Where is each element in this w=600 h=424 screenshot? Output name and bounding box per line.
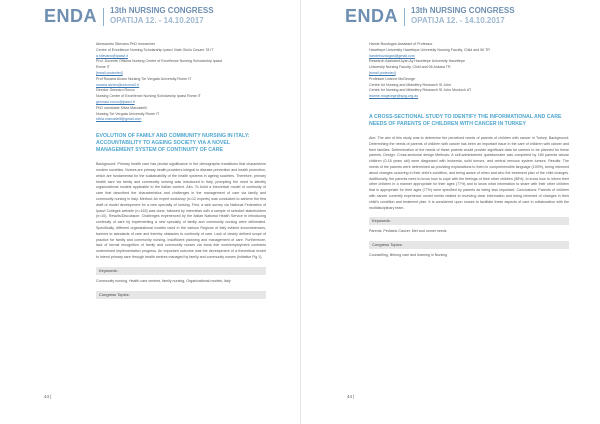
congress-topics-text: Counselling, lifelong care and learning in Nursing — [369, 253, 448, 258]
keywords-label: Keywords: — [96, 267, 266, 275]
author-email-link[interactable]: [email protected] — [369, 70, 396, 75]
congress-info — [411, 6, 515, 26]
author-line: Centre for Nursing and Midwifery Research St John — [369, 82, 452, 87]
keywords-text: Parents, Pediatric Cancer, Met and unmet needs — [369, 229, 447, 234]
author-email-link[interactable]: [email protected] — [96, 70, 123, 75]
enda-logo: ENDA — [44, 6, 98, 26]
author-email-link[interactable]: a.stievano@ipasvi.it — [96, 53, 129, 58]
author-list — [96, 42, 266, 123]
congress-header — [44, 6, 214, 28]
article-right — [369, 42, 569, 261]
author-line: Alessandro Stievano PhD researcher — [96, 42, 156, 46]
author-line: Hacettepe University Hacettepe University Nursing Faculty, Child and 06 TR — [369, 47, 490, 52]
keywords-text: Community nursing, Health care centres, family nursing, Organizational models, Italy — [96, 278, 231, 283]
page-number: 44 | — [347, 394, 355, 399]
keywords-label: Keywords: — [369, 217, 569, 225]
congress-header — [345, 6, 515, 28]
logo-divider — [404, 8, 405, 26]
author-line: Prof Rosaria Alvaro Nursing Tor Vergata University Rome IT — [96, 76, 192, 81]
author-line: Nursing Centre of Excellence Nursing Scholarship Ipasvi Rome IT — [96, 94, 201, 99]
author-line: Prof. Docente Officina Nursing Centre of Excellence Nursing Scholarship Ipasvi — [96, 59, 223, 64]
author-line: Research Assistant Aysn Ay Hacettepe University Hacettepe — [369, 59, 465, 64]
author-line: Professor Leanne McGeorge — [369, 76, 416, 81]
congress-topics-label: Congress Topics: — [369, 241, 569, 249]
author-line: Hande Bozdogan Assistant of Professor — [369, 42, 433, 46]
article-title: A CROSS-SECTIONAL STUDY TO IDENTIFY THE INFORMATIONAL AND CARE NEEDS OF PARENTS OF CHILDREN WITH CANCER IN TURKEY — [369, 113, 562, 127]
abstract-text: Background: Primary health care has pivotal significance in the demographic transitions that characterize modern societies. Nurses are primary health providers integral to disease prevention and health promotion, which are fundamental for the sustainability of the health systems in ageing societies. Therefore, primary health care via family and community nursing was introduced in Italy, prompting the need to identify organizational models applicable to the Italian context. Aim: To build a theoretical model of continuity of care that described the characteristics and challenges in the management of care via family and community nursing in Italy. Method: An expert workshop (n=12 experts) was conducted to achieve the first draft of model development for a new specialty of nursing. First, a web survey via National Federation of Ipasvi Colleges website (n=163) was done, followed by interviews with a sample of selected stakeholders (n=10). Results/Discussion: Challenges experienced by the Italian National Health Service in introducing continuity of care by implementing a new specialty of family and community nursing were delineated. Specifically, different organizational models used in the various Regions of Italy evident inconsistencies, barriers to standards of care and thereby obstacles to continuity of care. Lack of clearly defined scope of practice for family and community nursing, insufficient planning and management of care. Furthermore, lack of formal recognition of family and community nurses via bona fide work/employment contracts undermined implementation progress. An important outcome was the development of a theoretical model to intend primary care through health centres managed by family and community nurses (Initiative Fig 1). — [96, 162, 266, 259]
author-line: PhD candidate Silvia Marcadelli — [96, 105, 147, 110]
congress-dates: OPATIJA 12. - 14.10.2017 — [110, 16, 204, 25]
author-email-link[interactable]: gennaro.rocco@ipasvi.it — [96, 99, 135, 104]
author-line: Rome IT — [96, 65, 110, 70]
author-line: Nursing Tor Vergata University Rome IT — [96, 111, 160, 116]
logo-divider — [103, 8, 104, 26]
congress-info — [110, 6, 214, 26]
congress-topics-label: Congress Topics: — [96, 291, 266, 299]
article-title: EVOLUTION OF FAMILY AND COMMUNITY NURSING IN ITALY: — [96, 133, 250, 140]
abstract-text: Aim: The aim of this study was to determine the perceived needs of parents of children with cancer in Turkey. Background: Determining the needs of parents of children with cancer has been an important issue in the care of children with cancer and their families. Determination of the needs of these parents would provide significant data for careers to be planned for these parents. Design: Cross-sectional design Methods: A self-administered questionnaire was completed by 180 parents whose children (0-18 years old) were diagnosed with leukemia, solid tumors, and central nervous system tumors. Results: The needs of the parents were determined as providing explanations to them in comprehensible language (100%), being informed about changes occurring in their child's condition, and being aware of when and who the treatment plan of the child changes. Additionally, the parents need to know how to cope with the feelings of their other children (58%), to know how to inform their other children in a manner appropriate for their ages (77%) and to know what information to share with their other children that is appropriate for their ages (77%) were specified by parents as being less important. Conclusions: Parents of children with cancer currently experience unmet needs related to receiving clear information and being informed of changes in their child's condition and treatment plan. It is considered upon nurses to facilitate these aspects of care in collaboration with the multidisciplinary team. — [369, 135, 569, 210]
author-line: Centre of Excellence Nursing Scholarship Ipasvi Viale Giulio Cesare 78 IT — [96, 47, 214, 52]
congress-title: 13th NURSING CONGRESS — [110, 6, 214, 15]
enda-logo: ENDA — [345, 6, 399, 26]
page-number: 44 | — [44, 394, 52, 399]
author-line: Director Gennaro Rocco — [96, 88, 135, 93]
author-line: University Nursing Faculty, Child and 06 Ankara TR — [369, 65, 451, 70]
congress-title: 13th NURSING CONGRESS — [411, 6, 515, 15]
author-line: Centre for Nursing and Midwifery Research St John Murdoch AT — [369, 88, 472, 93]
author-list — [369, 42, 569, 100]
author-email-link[interactable]: silvia.marcadelli@gmail.com — [96, 117, 142, 122]
author-email-link[interactable]: handebozdogan@gmail.com — [369, 53, 415, 58]
author-email-link[interactable]: leanne.mcgeorge@sjog.org.au — [369, 94, 419, 99]
congress-dates: OPATIJA 12. - 14.10.2017 — [411, 16, 505, 25]
right-page — [300, 0, 600, 424]
article-left — [96, 42, 266, 299]
article-subtitle: ACCOUNTABILITY TO AGEING SOCIETY VIA A NOVEL MANAGEMENT SYSTEM OF CONTINUITY OF CARE — [96, 140, 230, 154]
author-email-link[interactable]: rosaria.alvaro@uniroma2.it — [96, 82, 140, 87]
